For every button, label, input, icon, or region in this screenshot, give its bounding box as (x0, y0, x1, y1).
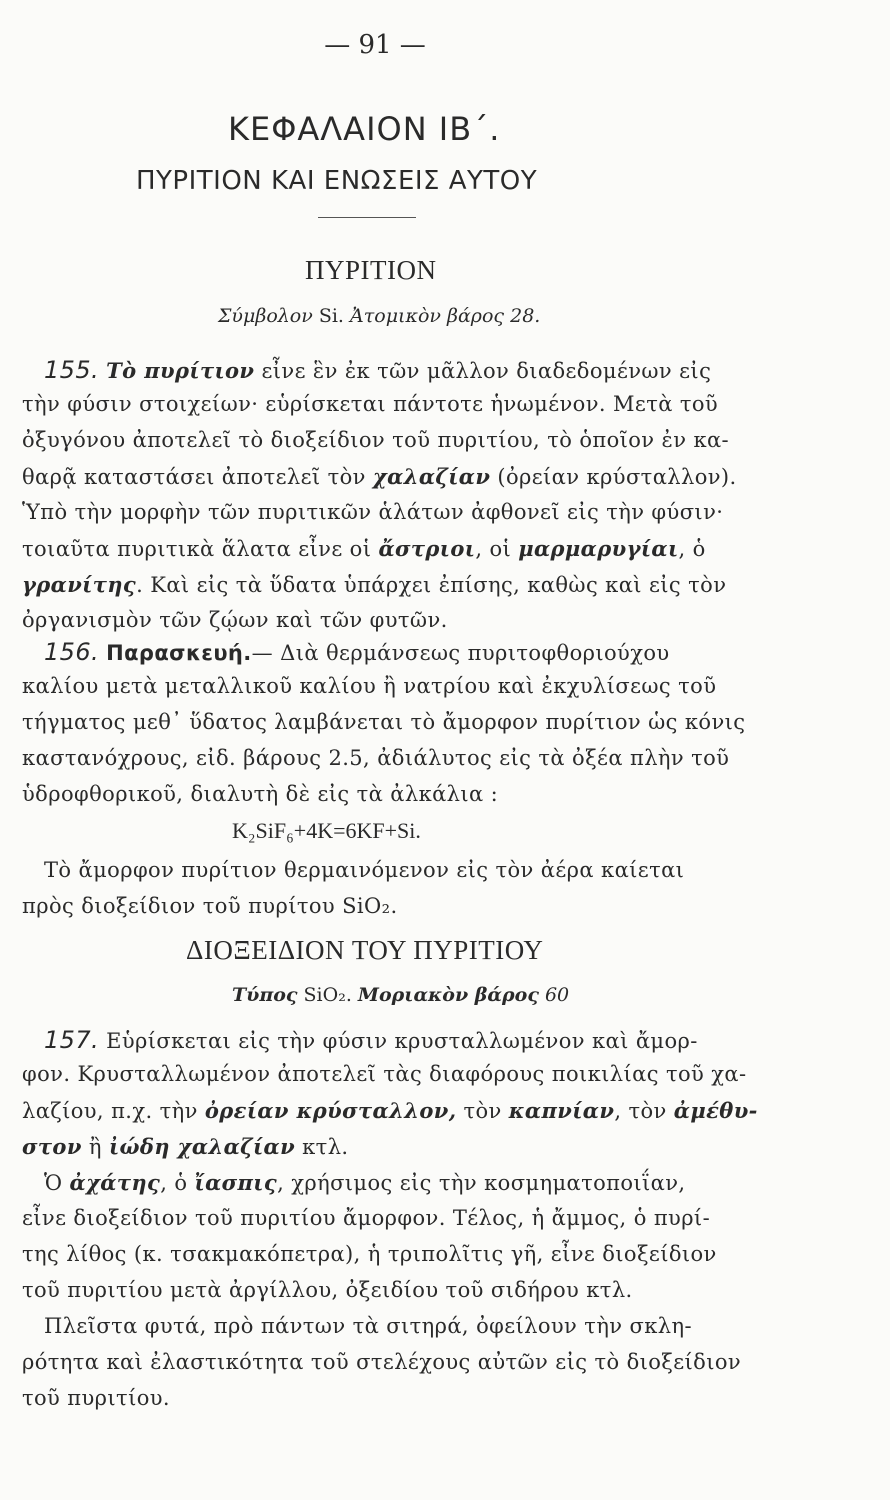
paragraph-number: 155. (44, 356, 100, 384)
divider-rule (318, 217, 416, 218)
p157-line-9: Πλεῖστα φυτά, πρὸ πάντων τὰ σιτηρά, ὀφείλουν τὴν σκλη- (44, 1314, 692, 1338)
p156-line-3: τήγματος μεθ᾽ ὕδατος λαμβάνεται τὸ ἄμορφον πυρίτιον ὡς κόνις (22, 710, 746, 734)
p157-line-10: ρότητα καὶ ἐλαστικότητα τοῦ στελέχους αὐτῶν εἰς τὸ διοξείδιον (22, 1350, 742, 1374)
p155-line-2: τὴν φύσιν στοιχείων· εὑρίσκεται πάντοτε ἡνωμένον. Μετὰ τοῦ (22, 392, 719, 416)
section-title-silicon-dioxide: ΔΙΟΞΕΙΔΙΟΝ ΤΟΥ ΠΥΡΙΤΙΟΥ (186, 935, 544, 965)
p156-line-7: πρὸς διοξείδιον τοῦ πυρίτου SiO₂. (22, 894, 398, 918)
p155-line-7: γρανίτης. Καὶ εἰς τὰ ὕδατα ὑπάρχει ἐπίσης, καθὼς καὶ εἰς τὸν (22, 572, 727, 597)
p156-line-1: 156. Παρασκευή.— Διὰ θερμάνσεως πυριτοφθοριούχου (44, 638, 670, 666)
paragraph-number: 156. (44, 638, 100, 666)
chemical-equation: K₂SiF₆+4K=6KF+Si. (232, 818, 421, 843)
p155-line-1: 155. Τὸ πυρίτιον εἶνε ἓν ἐκ τῶν μᾶλλον διαδεδομένων εἰς (44, 356, 712, 384)
dioxide-meta (232, 984, 569, 1006)
p157-line-11: τοῦ πυριτίου. (22, 1386, 170, 1410)
paragraph-number: 157. (44, 1026, 100, 1054)
p157-line-3: λαζίου, π.χ. τὴν ὀρείαν κρύσταλλον, τὸν καπνίαν, τὸν ἀμέθυ- (22, 1098, 758, 1123)
p155-line-6: τοιαῦτα πυριτικὰ ἅλατα εἶνε οἱ ἄστριοι, οἱ μαρμαρυγίαι, ὁ (22, 536, 706, 561)
p157-line-5: Ὁ ἀχάτης, ὁ ἴασπις, χρήσιμος εἰς τὴν κοσμηματοποιΐαν, (44, 1170, 686, 1195)
chapter-title: ΚΕΦΑΛΑΙΟΝ ΙΒ΄. (228, 110, 501, 148)
chapter-subtitle: ΠΥΡΙΤΙΟΝ ΚΑΙ ΕΝΩΣΕΙΣ ΑΥΤΟΥ (136, 166, 538, 196)
type-label: Τύπος (232, 984, 298, 1006)
p156-line-4: καστανόχρους, εἰδ. βάρους 2.5, ἀδιάλυτος εἰς τὰ ὀξέα πλὴν τοῦ (22, 746, 730, 770)
page-number: — 91 — (324, 30, 426, 60)
p155-line-4: θαρᾷ καταστάσει ἀποτελεῖ τὸν χαλαζίαν (ὀρείαν κρύσταλλον). (22, 464, 737, 489)
weight-label: Ἀτομικὸν βάρος (350, 305, 505, 327)
weight-value: 60 (544, 984, 570, 1006)
type-formula: SiO₂. (303, 984, 352, 1006)
p155-line-3: ὀξυγόνου ἀποτελεῖ τὸ διοξείδιον τοῦ πυριτίου, τὸ ὁποῖον ἐν κα- (22, 428, 730, 452)
weight-label: Μοριακὸν βάρος (357, 984, 539, 1006)
p156-line-2: καλίου μετὰ μεταλλικοῦ καλίου ἢ νατρίου καὶ ἐκχυλίσεως τοῦ (22, 674, 717, 698)
p157-line-1: 157. Εὑρίσκεται εἰς τὴν φύσιν κρυσταλλωμένον καὶ ἄμορ- (44, 1026, 698, 1054)
silicon-meta (218, 305, 540, 327)
term: Παρασκευή. (106, 641, 252, 665)
symbol-value: Si. (318, 305, 344, 327)
p157-line-7: της λίθος (κ. τσακμακόπετρα), ἡ τριπολῖτις γῆ, εἶνε διοξείδιον (22, 1242, 717, 1266)
p157-line-6: εἶνε διοξείδιον τοῦ πυριτίου ἄμορφον. Τέλος, ἡ ἄμμος, ὁ πυρί- (22, 1206, 711, 1230)
p157-line-8: τοῦ πυριτίου μετὰ ἀργίλλου, ὀξειδίου τοῦ σιδήρου κτλ. (22, 1278, 633, 1302)
symbol-label: Σύμβολον (218, 305, 313, 327)
p155-line-8: ὀργανισμὸν τῶν ζῴων καὶ τῶν φυτῶν. (22, 608, 448, 632)
p156-line-5: ὑδροφθορικοῦ, διαλυτὴ δὲ εἰς τὰ ἀλκάλια : (22, 782, 499, 806)
weight-value: 28. (510, 305, 541, 327)
p155-line-5: Ὑπὸ τὴν μορφὴν τῶν πυριτικῶν ἁλάτων ἀφθονεῖ εἰς τὴν φύσιν· (22, 500, 724, 524)
section-title-silicon: ΠΥΡΙΤΙΟΝ (305, 255, 437, 285)
p157-line-2: φον. Κρυσταλλωμένον ἀποτελεῖ τὰς διαφόρους ποικιλίας τοῦ χα- (22, 1062, 747, 1086)
p156-line-6: Τὸ ἄμορφον πυρίτιον θερμαινόμενον εἰς τὸν ἀέρα καίεται (44, 858, 685, 882)
p157-line-4: στον ἢ ἰώδη χαλαζίαν κτλ. (22, 1134, 349, 1159)
term: Τὸ πυρίτιον (106, 358, 255, 383)
